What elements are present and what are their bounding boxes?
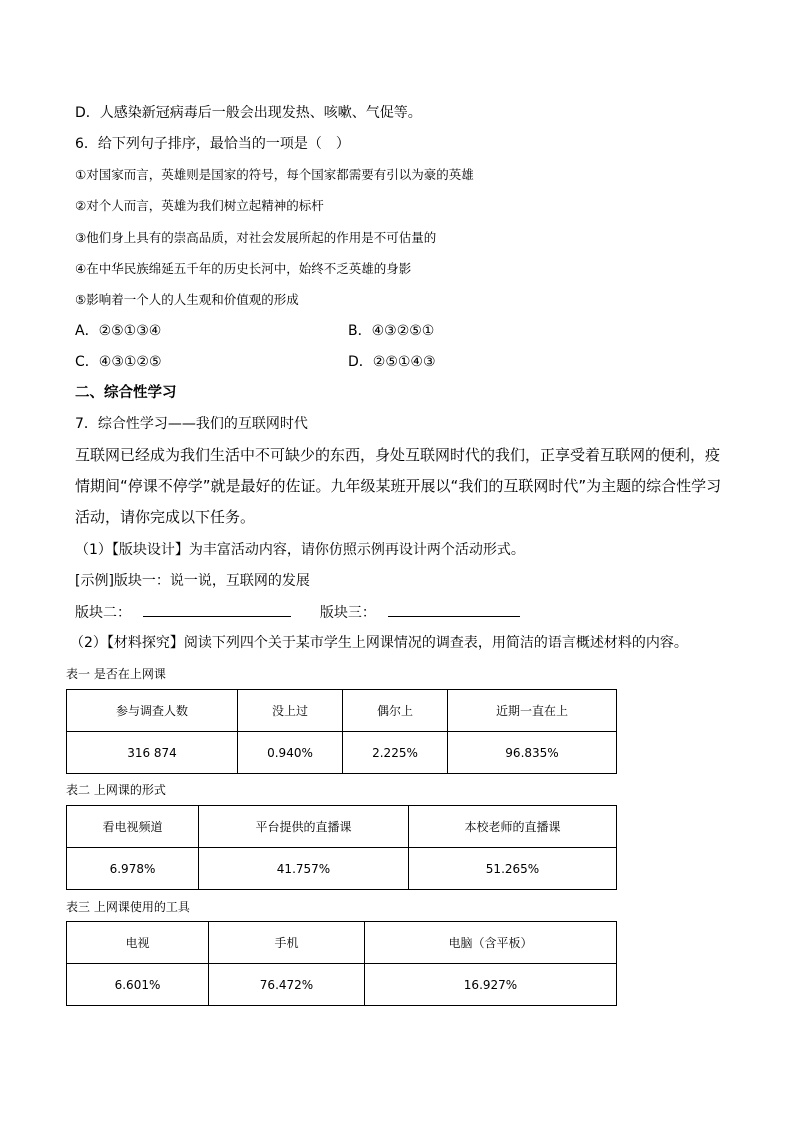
table-row <box>67 690 617 732</box>
table2-value-platform: 41.757% <box>199 848 409 890</box>
q7-blocks-row <box>75 602 520 623</box>
table1-value-participants: 316 874 <box>67 732 238 774</box>
table3-header-computer: 电脑（含平板） <box>365 922 617 964</box>
table3-value-tv: 6.601% <box>67 964 209 1006</box>
q6-sentence-4: ④在中华民族绵延五千年的历史长河中，始终不乏英雄的身影 <box>75 261 412 276</box>
table-row <box>67 848 617 890</box>
table1-caption: 表一 是否在上网课 <box>66 667 166 681</box>
q6-sentence-2: ②对个人而言，英雄为我们树立起精神的标杆 <box>75 198 324 213</box>
table3-caption: 表三 上网课使用的工具 <box>66 900 190 914</box>
block2-label: 版块二： <box>75 605 131 621</box>
table1-header-recent: 近期一直在上 <box>448 690 617 732</box>
table-1 <box>66 689 617 774</box>
q7-part2: （2）【材料探究】阅读下列四个关于某市学生上网课情况的调查表，用简洁的语言概述材料的内容。 <box>70 635 688 651</box>
table2-caption: 表二 上网课的形式 <box>66 783 166 797</box>
table-row <box>67 964 617 1006</box>
q7-part1: （1）【版块设计】为丰富活动内容，请你仿照示例再设计两个活动形式。 <box>75 542 525 558</box>
section-title: 二、综合性学习 <box>75 385 177 401</box>
table2-value-school: 51.265% <box>409 848 617 890</box>
q6-option-b: B．④③②⑤① <box>348 323 435 339</box>
table3-header-phone: 手机 <box>209 922 365 964</box>
table1-value-never: 0.940% <box>238 732 343 774</box>
table1-header-participants: 参与调查人数 <box>67 690 238 732</box>
q7-title: 7．综合性学习——我们的互联网时代 <box>75 416 308 432</box>
q6-stem: 6．给下列句子排序，最恰当的一项是（ ） <box>75 136 350 152</box>
table3-value-phone: 76.472% <box>209 964 365 1006</box>
table-row <box>67 806 617 848</box>
q5-option-d: D．人感染新冠病毒后一般会出现发热、咳嗽、气促等。 <box>75 105 422 121</box>
q6-option-c: C．④③①②⑤ <box>75 354 162 370</box>
q6-option-a: A．②⑤①③④ <box>75 323 162 339</box>
table-3 <box>66 921 617 1006</box>
q6-sentence-1: ①对国家而言，英雄则是国家的符号，每个国家都需要有引以为豪的英雄 <box>75 167 474 182</box>
q6-sentence-3: ③他们身上具有的崇高品质，对社会发展所起的作用是不可估量的 <box>75 230 437 245</box>
block3-label: 版块三： <box>319 605 376 621</box>
table2-value-tv: 6.978% <box>67 848 199 890</box>
q7-intro: 互联网已经成为我们生活中不可缺少的东西，身处互联网时代的我们，正享受着互联网的便利，疫情期间“停课不停学”就是最好的佐证。九年级某班开展以“我们的互联网时代”为主题的综合性学习活动，请你完成以下任务。 <box>75 446 722 526</box>
table1-value-occasional: 2.225% <box>343 732 448 774</box>
table1-header-occasional: 偶尔上 <box>343 690 448 732</box>
block3-blank[interactable] <box>388 602 520 617</box>
q6-sentence-5: ⑤影响着一个人的人生观和价值观的形成 <box>75 292 299 307</box>
table2-header-school: 本校老师的直播课 <box>409 806 617 848</box>
table1-header-never: 没上过 <box>238 690 343 732</box>
q6-option-d: D．②⑤①④③ <box>348 354 436 370</box>
block2-blank[interactable] <box>143 602 291 617</box>
table-row <box>67 922 617 964</box>
q7-example: [示例]版块一：说一说，互联网的发展 <box>75 573 310 589</box>
table2-header-tv: 看电视频道 <box>67 806 199 848</box>
table2-header-platform: 平台提供的直播课 <box>199 806 409 848</box>
table-row <box>67 732 617 774</box>
table-2 <box>66 805 617 890</box>
table3-header-tv: 电视 <box>67 922 209 964</box>
table3-value-computer: 16.927% <box>365 964 617 1006</box>
table1-value-recent: 96.835% <box>448 732 617 774</box>
